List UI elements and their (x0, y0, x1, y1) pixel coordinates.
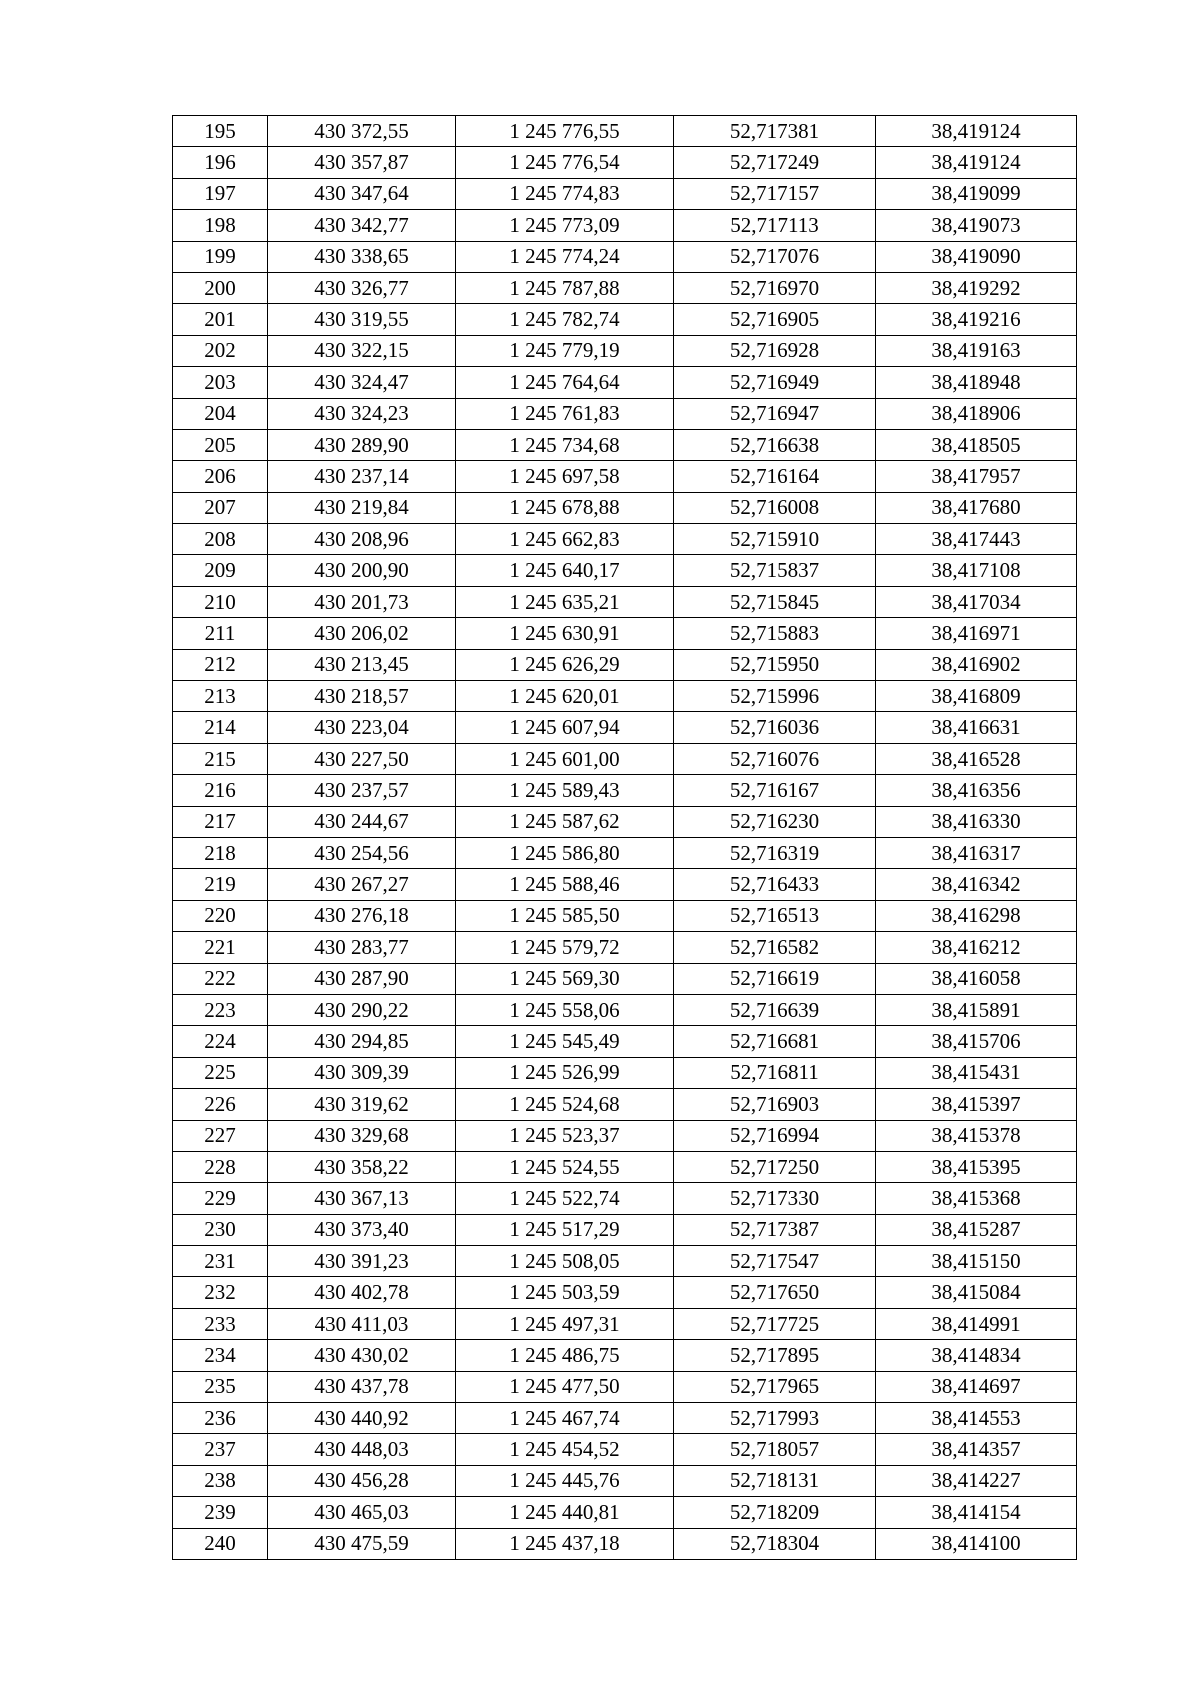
latitude-cell: 52,717387 (674, 1214, 876, 1245)
x-coordinate-cell: 430 437,78 (268, 1371, 456, 1402)
longitude-cell: 38,417108 (876, 555, 1077, 586)
x-coordinate-cell: 430 373,40 (268, 1214, 456, 1245)
y-coordinate-cell: 1 245 626,29 (456, 649, 674, 680)
table-row (173, 1057, 1077, 1088)
latitude-cell: 52,716970 (674, 272, 876, 303)
y-coordinate-cell: 1 245 589,43 (456, 775, 674, 806)
table-row (173, 586, 1077, 617)
longitude-cell: 38,415368 (876, 1183, 1077, 1214)
latitude-cell: 52,716681 (674, 1026, 876, 1057)
x-coordinate-cell: 430 347,64 (268, 178, 456, 209)
longitude-cell: 38,416528 (876, 743, 1077, 774)
table-row (173, 1465, 1077, 1496)
y-coordinate-cell: 1 245 607,94 (456, 712, 674, 743)
latitude-cell: 52,716638 (674, 429, 876, 460)
latitude-cell: 52,716994 (674, 1120, 876, 1151)
y-coordinate-cell: 1 245 440,81 (456, 1497, 674, 1528)
table-row (173, 1403, 1077, 1434)
y-coordinate-cell: 1 245 558,06 (456, 994, 674, 1025)
longitude-cell: 38,418906 (876, 398, 1077, 429)
latitude-cell: 52,716076 (674, 743, 876, 774)
latitude-cell: 52,717650 (674, 1277, 876, 1308)
longitude-cell: 38,419124 (876, 116, 1077, 147)
latitude-cell: 52,717076 (674, 241, 876, 272)
longitude-cell: 38,416212 (876, 932, 1077, 963)
point-number-cell: 239 (173, 1497, 268, 1528)
y-coordinate-cell: 1 245 764,64 (456, 367, 674, 398)
longitude-cell: 38,414100 (876, 1528, 1077, 1559)
y-coordinate-cell: 1 245 635,21 (456, 586, 674, 617)
table-row (173, 932, 1077, 963)
longitude-cell: 38,415395 (876, 1151, 1077, 1182)
point-number-cell: 226 (173, 1089, 268, 1120)
x-coordinate-cell: 430 372,55 (268, 116, 456, 147)
longitude-cell: 38,419099 (876, 178, 1077, 209)
x-coordinate-cell: 430 367,13 (268, 1183, 456, 1214)
y-coordinate-cell: 1 245 508,05 (456, 1246, 674, 1277)
table-row (173, 429, 1077, 460)
table-row (173, 1089, 1077, 1120)
y-coordinate-cell: 1 245 545,49 (456, 1026, 674, 1057)
y-coordinate-cell: 1 245 774,24 (456, 241, 674, 272)
x-coordinate-cell: 430 208,96 (268, 524, 456, 555)
point-number-cell: 215 (173, 743, 268, 774)
longitude-cell: 38,415431 (876, 1057, 1077, 1088)
y-coordinate-cell: 1 245 526,99 (456, 1057, 674, 1088)
longitude-cell: 38,419163 (876, 335, 1077, 366)
table-row (173, 178, 1077, 209)
point-number-cell: 233 (173, 1308, 268, 1339)
point-number-cell: 238 (173, 1465, 268, 1496)
point-number-cell: 229 (173, 1183, 268, 1214)
y-coordinate-cell: 1 245 662,83 (456, 524, 674, 555)
x-coordinate-cell: 430 326,77 (268, 272, 456, 303)
x-coordinate-cell: 430 294,85 (268, 1026, 456, 1057)
point-number-cell: 231 (173, 1246, 268, 1277)
point-number-cell: 222 (173, 963, 268, 994)
table-row (173, 681, 1077, 712)
longitude-cell: 38,418505 (876, 429, 1077, 460)
x-coordinate-cell: 430 227,50 (268, 743, 456, 774)
table-row (173, 1183, 1077, 1214)
longitude-cell: 38,416298 (876, 900, 1077, 931)
table-row (173, 1528, 1077, 1559)
point-number-cell: 227 (173, 1120, 268, 1151)
longitude-cell: 38,415287 (876, 1214, 1077, 1245)
table-row (173, 524, 1077, 555)
y-coordinate-cell: 1 245 486,75 (456, 1340, 674, 1371)
latitude-cell: 52,716513 (674, 900, 876, 931)
point-number-cell: 200 (173, 272, 268, 303)
table-row (173, 367, 1077, 398)
table-row (173, 1371, 1077, 1402)
longitude-cell: 38,414357 (876, 1434, 1077, 1465)
longitude-cell: 38,415084 (876, 1277, 1077, 1308)
point-number-cell: 236 (173, 1403, 268, 1434)
y-coordinate-cell: 1 245 782,74 (456, 304, 674, 335)
latitude-cell: 52,717547 (674, 1246, 876, 1277)
longitude-cell: 38,419124 (876, 147, 1077, 178)
table-row (173, 994, 1077, 1025)
x-coordinate-cell: 430 309,39 (268, 1057, 456, 1088)
latitude-cell: 52,717157 (674, 178, 876, 209)
point-number-cell: 202 (173, 335, 268, 366)
point-number-cell: 199 (173, 241, 268, 272)
table-row (173, 272, 1077, 303)
x-coordinate-cell: 430 201,73 (268, 586, 456, 617)
point-number-cell: 234 (173, 1340, 268, 1371)
point-number-cell: 205 (173, 429, 268, 460)
y-coordinate-cell: 1 245 586,80 (456, 837, 674, 868)
table-row (173, 1497, 1077, 1528)
latitude-cell: 52,716903 (674, 1089, 876, 1120)
x-coordinate-cell: 430 475,59 (268, 1528, 456, 1559)
point-number-cell: 209 (173, 555, 268, 586)
y-coordinate-cell: 1 245 523,37 (456, 1120, 674, 1151)
x-coordinate-cell: 430 324,47 (268, 367, 456, 398)
latitude-cell: 52,716619 (674, 963, 876, 994)
longitude-cell: 38,417680 (876, 492, 1077, 523)
table-row (173, 900, 1077, 931)
point-number-cell: 225 (173, 1057, 268, 1088)
longitude-cell: 38,415706 (876, 1026, 1077, 1057)
latitude-cell: 52,718209 (674, 1497, 876, 1528)
x-coordinate-cell: 430 290,22 (268, 994, 456, 1025)
y-coordinate-cell: 1 245 524,55 (456, 1151, 674, 1182)
x-coordinate-cell: 430 218,57 (268, 681, 456, 712)
table-row (173, 241, 1077, 272)
point-number-cell: 195 (173, 116, 268, 147)
table-row (173, 1246, 1077, 1277)
y-coordinate-cell: 1 245 601,00 (456, 743, 674, 774)
table-row (173, 1214, 1077, 1245)
longitude-cell: 38,415397 (876, 1089, 1077, 1120)
y-coordinate-cell: 1 245 522,74 (456, 1183, 674, 1214)
y-coordinate-cell: 1 245 640,17 (456, 555, 674, 586)
latitude-cell: 52,717895 (674, 1340, 876, 1371)
latitude-cell: 52,716582 (674, 932, 876, 963)
y-coordinate-cell: 1 245 761,83 (456, 398, 674, 429)
table-row (173, 775, 1077, 806)
latitude-cell: 52,716639 (674, 994, 876, 1025)
table-row (173, 1308, 1077, 1339)
y-coordinate-cell: 1 245 588,46 (456, 869, 674, 900)
table-row (173, 618, 1077, 649)
point-number-cell: 219 (173, 869, 268, 900)
longitude-cell: 38,419073 (876, 210, 1077, 241)
table-row (173, 555, 1077, 586)
y-coordinate-cell: 1 245 620,01 (456, 681, 674, 712)
point-number-cell: 228 (173, 1151, 268, 1182)
coordinate-table (172, 115, 1077, 1560)
latitude-cell: 52,717965 (674, 1371, 876, 1402)
x-coordinate-cell: 430 391,23 (268, 1246, 456, 1277)
latitude-cell: 52,717330 (674, 1183, 876, 1214)
latitude-cell: 52,717250 (674, 1151, 876, 1182)
point-number-cell: 211 (173, 618, 268, 649)
latitude-cell: 52,716036 (674, 712, 876, 743)
latitude-cell: 52,716811 (674, 1057, 876, 1088)
latitude-cell: 52,718304 (674, 1528, 876, 1559)
latitude-cell: 52,715845 (674, 586, 876, 617)
table-row (173, 492, 1077, 523)
point-number-cell: 235 (173, 1371, 268, 1402)
point-number-cell: 198 (173, 210, 268, 241)
point-number-cell: 196 (173, 147, 268, 178)
point-number-cell: 210 (173, 586, 268, 617)
longitude-cell: 38,414991 (876, 1308, 1077, 1339)
longitude-cell: 38,416631 (876, 712, 1077, 743)
table-row (173, 806, 1077, 837)
x-coordinate-cell: 430 465,03 (268, 1497, 456, 1528)
point-number-cell: 232 (173, 1277, 268, 1308)
x-coordinate-cell: 430 357,87 (268, 147, 456, 178)
table-row (173, 869, 1077, 900)
latitude-cell: 52,716319 (674, 837, 876, 868)
table-row (173, 837, 1077, 868)
y-coordinate-cell: 1 245 517,29 (456, 1214, 674, 1245)
longitude-cell: 38,417443 (876, 524, 1077, 555)
x-coordinate-cell: 430 319,62 (268, 1089, 456, 1120)
x-coordinate-cell: 430 324,23 (268, 398, 456, 429)
y-coordinate-cell: 1 245 779,19 (456, 335, 674, 366)
table-row (173, 1026, 1077, 1057)
latitude-cell: 52,715837 (674, 555, 876, 586)
x-coordinate-cell: 430 322,15 (268, 335, 456, 366)
latitude-cell: 52,716949 (674, 367, 876, 398)
point-number-cell: 203 (173, 367, 268, 398)
latitude-cell: 52,715910 (674, 524, 876, 555)
y-coordinate-cell: 1 245 497,31 (456, 1308, 674, 1339)
y-coordinate-cell: 1 245 569,30 (456, 963, 674, 994)
y-coordinate-cell: 1 245 734,68 (456, 429, 674, 460)
point-number-cell: 201 (173, 304, 268, 335)
table-row (173, 1120, 1077, 1151)
y-coordinate-cell: 1 245 697,58 (456, 461, 674, 492)
table-row (173, 335, 1077, 366)
longitude-cell: 38,416356 (876, 775, 1077, 806)
x-coordinate-cell: 430 223,04 (268, 712, 456, 743)
latitude-cell: 52,716008 (674, 492, 876, 523)
longitude-cell: 38,417957 (876, 461, 1077, 492)
latitude-cell: 52,717725 (674, 1308, 876, 1339)
latitude-cell: 52,717381 (674, 116, 876, 147)
longitude-cell: 38,419292 (876, 272, 1077, 303)
latitude-cell: 52,717249 (674, 147, 876, 178)
x-coordinate-cell: 430 342,77 (268, 210, 456, 241)
table-row (173, 1434, 1077, 1465)
x-coordinate-cell: 430 289,90 (268, 429, 456, 460)
table-row (173, 712, 1077, 743)
point-number-cell: 230 (173, 1214, 268, 1245)
table-row (173, 398, 1077, 429)
y-coordinate-cell: 1 245 587,62 (456, 806, 674, 837)
point-number-cell: 213 (173, 681, 268, 712)
point-number-cell: 240 (173, 1528, 268, 1559)
point-number-cell: 216 (173, 775, 268, 806)
y-coordinate-cell: 1 245 454,52 (456, 1434, 674, 1465)
longitude-cell: 38,416809 (876, 681, 1077, 712)
longitude-cell: 38,415378 (876, 1120, 1077, 1151)
point-number-cell: 223 (173, 994, 268, 1025)
longitude-cell: 38,419090 (876, 241, 1077, 272)
x-coordinate-cell: 430 200,90 (268, 555, 456, 586)
point-number-cell: 214 (173, 712, 268, 743)
latitude-cell: 52,715883 (674, 618, 876, 649)
longitude-cell: 38,416058 (876, 963, 1077, 994)
latitude-cell: 52,718131 (674, 1465, 876, 1496)
y-coordinate-cell: 1 245 579,72 (456, 932, 674, 963)
x-coordinate-cell: 430 319,55 (268, 304, 456, 335)
y-coordinate-cell: 1 245 467,74 (456, 1403, 674, 1434)
x-coordinate-cell: 430 283,77 (268, 932, 456, 963)
y-coordinate-cell: 1 245 774,83 (456, 178, 674, 209)
x-coordinate-cell: 430 329,68 (268, 1120, 456, 1151)
latitude-cell: 52,718057 (674, 1434, 876, 1465)
y-coordinate-cell: 1 245 585,50 (456, 900, 674, 931)
longitude-cell: 38,417034 (876, 586, 1077, 617)
point-number-cell: 221 (173, 932, 268, 963)
x-coordinate-cell: 430 358,22 (268, 1151, 456, 1182)
y-coordinate-cell: 1 245 630,91 (456, 618, 674, 649)
table-row (173, 963, 1077, 994)
point-number-cell: 206 (173, 461, 268, 492)
point-number-cell: 220 (173, 900, 268, 931)
x-coordinate-cell: 430 456,28 (268, 1465, 456, 1496)
y-coordinate-cell: 1 245 776,54 (456, 147, 674, 178)
point-number-cell: 207 (173, 492, 268, 523)
x-coordinate-cell: 430 254,56 (268, 837, 456, 868)
longitude-cell: 38,416330 (876, 806, 1077, 837)
table-row (173, 1151, 1077, 1182)
x-coordinate-cell: 430 267,27 (268, 869, 456, 900)
x-coordinate-cell: 430 219,84 (268, 492, 456, 523)
table-row (173, 116, 1077, 147)
coordinate-table-body (173, 116, 1077, 1560)
x-coordinate-cell: 430 448,03 (268, 1434, 456, 1465)
x-coordinate-cell: 430 287,90 (268, 963, 456, 994)
x-coordinate-cell: 430 338,65 (268, 241, 456, 272)
latitude-cell: 52,716164 (674, 461, 876, 492)
longitude-cell: 38,419216 (876, 304, 1077, 335)
longitude-cell: 38,416317 (876, 837, 1077, 868)
longitude-cell: 38,418948 (876, 367, 1077, 398)
point-number-cell: 217 (173, 806, 268, 837)
latitude-cell: 52,716928 (674, 335, 876, 366)
latitude-cell: 52,717113 (674, 210, 876, 241)
point-number-cell: 208 (173, 524, 268, 555)
longitude-cell: 38,414154 (876, 1497, 1077, 1528)
point-number-cell: 212 (173, 649, 268, 680)
y-coordinate-cell: 1 245 445,76 (456, 1465, 674, 1496)
x-coordinate-cell: 430 430,02 (268, 1340, 456, 1371)
latitude-cell: 52,715950 (674, 649, 876, 680)
longitude-cell: 38,414834 (876, 1340, 1077, 1371)
x-coordinate-cell: 430 276,18 (268, 900, 456, 931)
y-coordinate-cell: 1 245 773,09 (456, 210, 674, 241)
x-coordinate-cell: 430 237,57 (268, 775, 456, 806)
longitude-cell: 38,414227 (876, 1465, 1077, 1496)
y-coordinate-cell: 1 245 678,88 (456, 492, 674, 523)
x-coordinate-cell: 430 440,92 (268, 1403, 456, 1434)
longitude-cell: 38,415150 (876, 1246, 1077, 1277)
y-coordinate-cell: 1 245 437,18 (456, 1528, 674, 1559)
latitude-cell: 52,716167 (674, 775, 876, 806)
longitude-cell: 38,414553 (876, 1403, 1077, 1434)
point-number-cell: 204 (173, 398, 268, 429)
x-coordinate-cell: 430 213,45 (268, 649, 456, 680)
x-coordinate-cell: 430 206,02 (268, 618, 456, 649)
longitude-cell: 38,415891 (876, 994, 1077, 1025)
latitude-cell: 52,717993 (674, 1403, 876, 1434)
longitude-cell: 38,416902 (876, 649, 1077, 680)
table-row (173, 1340, 1077, 1371)
y-coordinate-cell: 1 245 524,68 (456, 1089, 674, 1120)
latitude-cell: 52,716947 (674, 398, 876, 429)
latitude-cell: 52,716230 (674, 806, 876, 837)
y-coordinate-cell: 1 245 776,55 (456, 116, 674, 147)
point-number-cell: 218 (173, 837, 268, 868)
latitude-cell: 52,716905 (674, 304, 876, 335)
table-row (173, 743, 1077, 774)
table-row (173, 461, 1077, 492)
x-coordinate-cell: 430 411,03 (268, 1308, 456, 1339)
y-coordinate-cell: 1 245 477,50 (456, 1371, 674, 1402)
table-row (173, 649, 1077, 680)
latitude-cell: 52,716433 (674, 869, 876, 900)
x-coordinate-cell: 430 237,14 (268, 461, 456, 492)
longitude-cell: 38,416342 (876, 869, 1077, 900)
latitude-cell: 52,715996 (674, 681, 876, 712)
table-row (173, 1277, 1077, 1308)
longitude-cell: 38,416971 (876, 618, 1077, 649)
longitude-cell: 38,414697 (876, 1371, 1077, 1402)
point-number-cell: 197 (173, 178, 268, 209)
y-coordinate-cell: 1 245 787,88 (456, 272, 674, 303)
x-coordinate-cell: 430 402,78 (268, 1277, 456, 1308)
table-row (173, 147, 1077, 178)
table-row (173, 210, 1077, 241)
x-coordinate-cell: 430 244,67 (268, 806, 456, 837)
point-number-cell: 224 (173, 1026, 268, 1057)
point-number-cell: 237 (173, 1434, 268, 1465)
y-coordinate-cell: 1 245 503,59 (456, 1277, 674, 1308)
table-row (173, 304, 1077, 335)
